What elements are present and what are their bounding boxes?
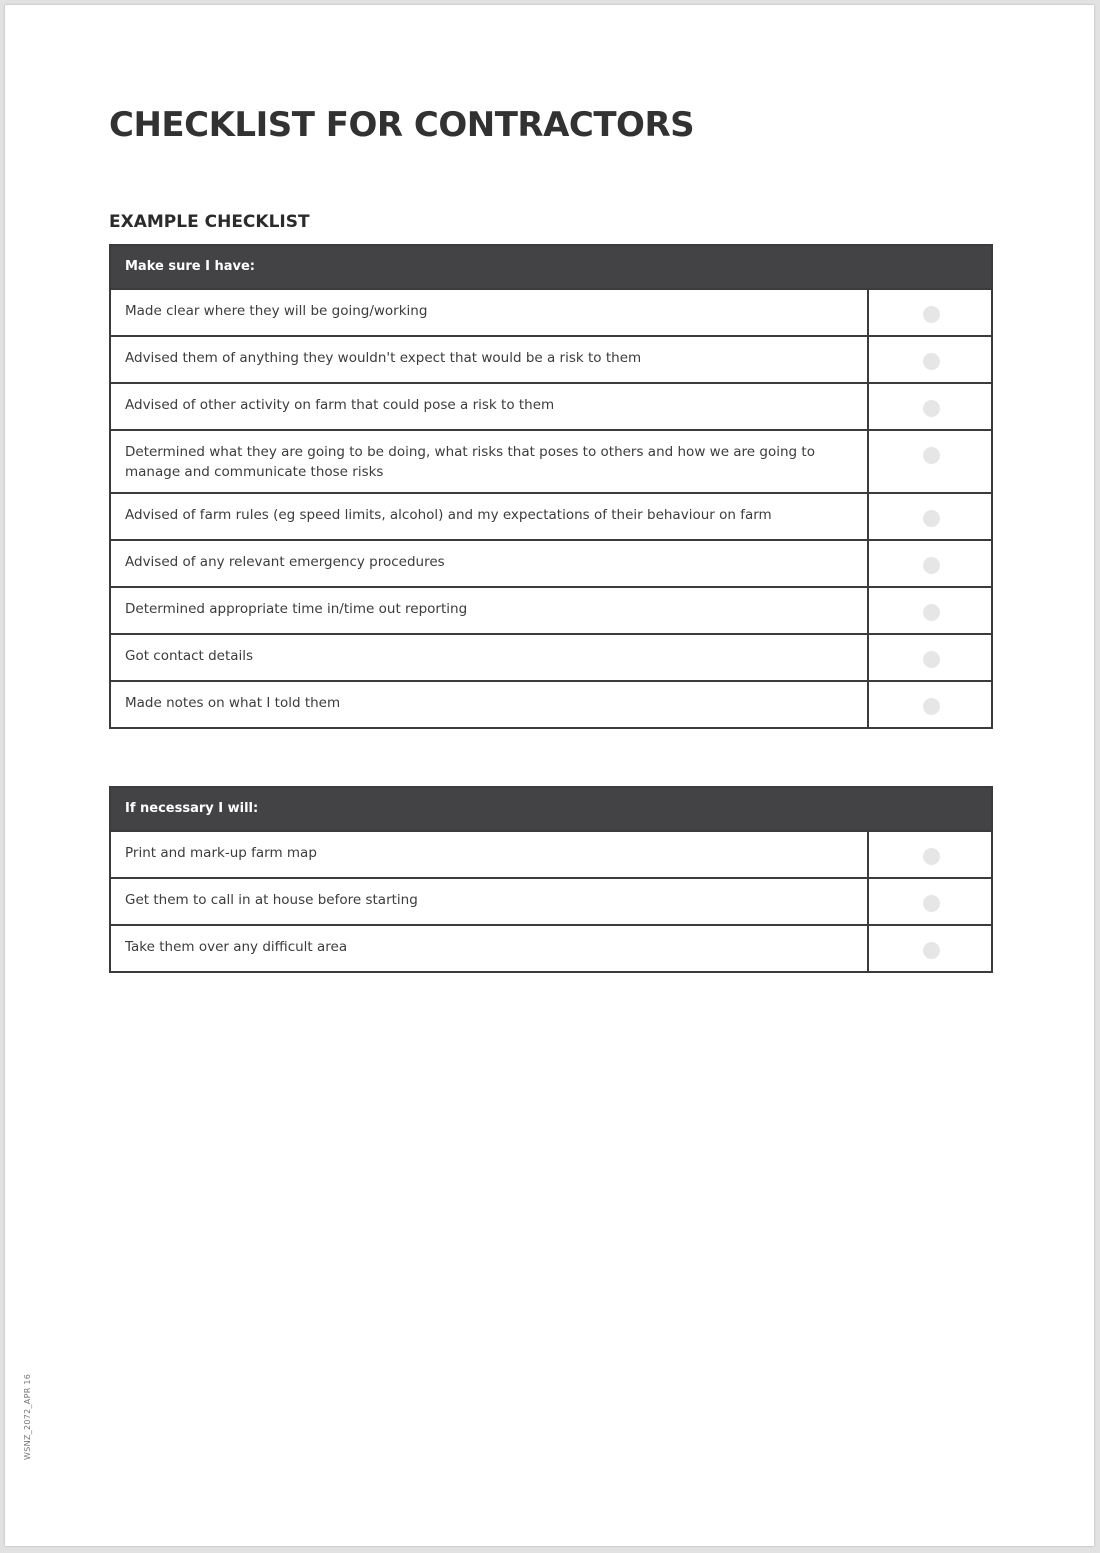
checklist-item-text: Get them to call in at house before starting bbox=[125, 892, 418, 908]
checkbox-circle-icon[interactable] bbox=[923, 651, 940, 668]
checkbox-cell[interactable] bbox=[867, 290, 991, 335]
checklist-if-necessary bbox=[109, 786, 993, 973]
checklist-make-sure bbox=[109, 244, 993, 729]
checkbox-cell[interactable] bbox=[867, 494, 991, 539]
checkbox-circle-icon[interactable] bbox=[923, 557, 940, 574]
checklist-row bbox=[111, 680, 991, 727]
checklist-header: If necessary I will: bbox=[111, 788, 991, 830]
checklist-row bbox=[111, 492, 991, 539]
checklist-row bbox=[111, 288, 991, 335]
checkbox-circle-icon[interactable] bbox=[923, 942, 940, 959]
checklist-item-text: Determined what they are going to be doing, what risks that poses to others and how we are going to manage and communicate those risks bbox=[125, 444, 815, 480]
checklist-row bbox=[111, 335, 991, 382]
section-subtitle: EXAMPLE CHECKLIST bbox=[109, 212, 310, 232]
checklist-row bbox=[111, 924, 991, 971]
checkbox-circle-icon[interactable] bbox=[923, 604, 940, 621]
checkbox-circle-icon[interactable] bbox=[923, 895, 940, 912]
checklist-item-text: Got contact details bbox=[125, 648, 254, 664]
checklist-row bbox=[111, 539, 991, 586]
checkbox-cell[interactable] bbox=[867, 879, 991, 924]
checkbox-circle-icon[interactable] bbox=[923, 848, 940, 865]
checklist-row bbox=[111, 586, 991, 633]
checklist-row bbox=[111, 877, 991, 924]
checklist-row bbox=[111, 429, 991, 492]
checklist-item-text: Advised of other activity on farm that could pose a risk to them bbox=[125, 397, 555, 413]
checklist-row bbox=[111, 382, 991, 429]
checkbox-cell[interactable] bbox=[867, 337, 991, 382]
checklist-item-text: Print and mark-up farm map bbox=[125, 845, 317, 861]
checkbox-circle-icon[interactable] bbox=[923, 353, 940, 370]
checkbox-cell[interactable] bbox=[867, 541, 991, 586]
checkbox-circle-icon[interactable] bbox=[923, 306, 940, 323]
checklist-item-text: Advised of any relevant emergency procedures bbox=[125, 554, 445, 570]
checkbox-cell[interactable] bbox=[867, 635, 991, 680]
checklist-header: Make sure I have: bbox=[111, 246, 991, 288]
checklist-row bbox=[111, 633, 991, 680]
checkbox-cell[interactable] bbox=[867, 832, 991, 877]
checklist-item-text: Made clear where they will be going/working bbox=[125, 303, 428, 319]
checklist-item-text: Determined appropriate time in/time out reporting bbox=[125, 601, 468, 617]
document-page bbox=[5, 5, 1094, 1546]
checkbox-cell[interactable] bbox=[867, 682, 991, 727]
checkbox-circle-icon[interactable] bbox=[923, 400, 940, 417]
document-code: WSNZ_2072_APR 16 bbox=[23, 1373, 32, 1460]
checkbox-cell[interactable] bbox=[867, 588, 991, 633]
checkbox-circle-icon[interactable] bbox=[923, 510, 940, 527]
checkbox-circle-icon[interactable] bbox=[923, 698, 940, 715]
checkbox-cell[interactable] bbox=[867, 926, 991, 971]
checkbox-circle-icon[interactable] bbox=[923, 447, 940, 464]
checklist-item-text: Advised of farm rules (eg speed limits, alcohol) and my expectations of their behaviour on farm bbox=[125, 507, 772, 523]
checkbox-cell[interactable] bbox=[867, 431, 991, 492]
page-title: CHECKLIST FOR CONTRACTORS bbox=[109, 105, 695, 145]
checklist-item-text: Advised them of anything they wouldn't expect that would be a risk to them bbox=[125, 350, 642, 366]
checkbox-cell[interactable] bbox=[867, 384, 991, 429]
checklist-row bbox=[111, 830, 991, 877]
checklist-item-text: Made notes on what I told them bbox=[125, 695, 341, 711]
checklist-item-text: Take them over any difficult area bbox=[125, 939, 348, 955]
